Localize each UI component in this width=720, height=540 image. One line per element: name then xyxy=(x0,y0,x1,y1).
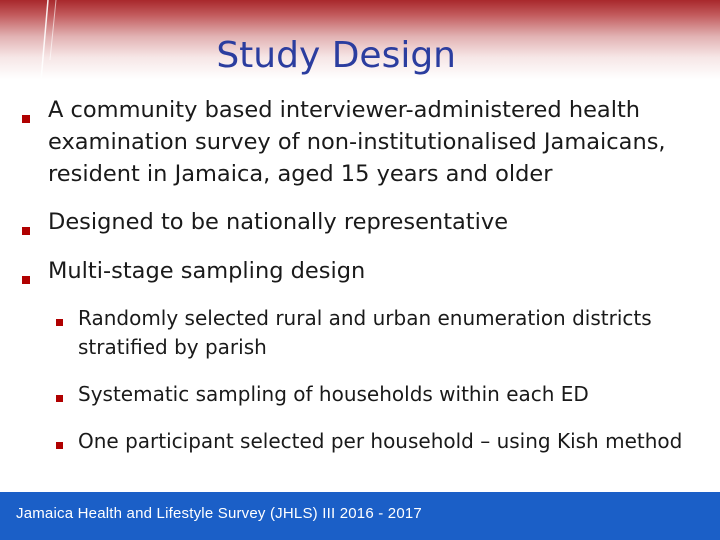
bullet-text-3: Multi-stage sampling design xyxy=(48,258,366,284)
sub-bullet-marker-1 xyxy=(56,319,63,326)
bullet-marker-3 xyxy=(22,276,30,284)
bullet-marker-1 xyxy=(22,115,30,123)
slide-title: Study Design xyxy=(216,35,456,76)
bullet-marker-2 xyxy=(22,227,30,235)
bullet-text-1: A community based interviewer-administered health examination survey of non-institutionalised Jamaicans, resident in Jamaica, aged 15 years and older xyxy=(48,97,666,187)
footer-text: Jamaica Health and Lifestyle Survey (JHLS) III 2016 - 2017 xyxy=(16,505,422,522)
bullet-text-2: Designed to be nationally representative xyxy=(48,209,509,235)
slide-title-container xyxy=(0,34,684,78)
sub-bullet-text-2: Systematic sampling of households within each ED xyxy=(78,382,589,406)
sub-bullet-text-1: Randomly selected rural and urban enumeration districts stratified by parish xyxy=(78,306,652,359)
sub-bullet-text-3: One participant selected per household – using Kish method xyxy=(78,429,683,453)
sub-bullet-marker-2 xyxy=(56,395,63,402)
sub-bullet-marker-3 xyxy=(56,442,63,449)
footer-bar xyxy=(0,492,720,540)
